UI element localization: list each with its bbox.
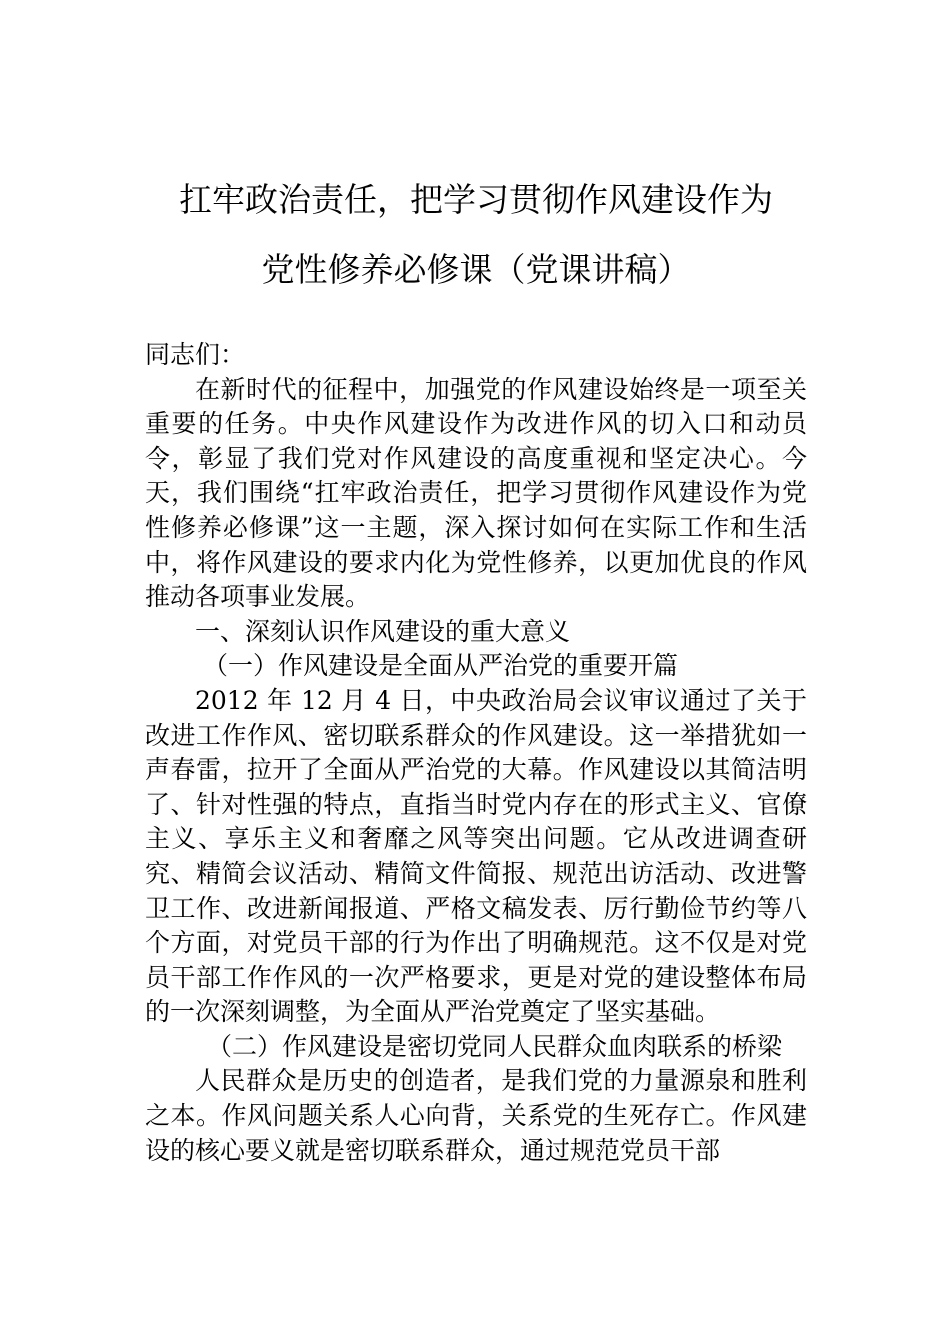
subsection-heading-1: （一）作风建设是全面从严治党的重要开篇 (203, 651, 679, 681)
section-heading-1: 一、深刻认识作风建设的重大意义 (195, 616, 571, 646)
subsection-heading-2: （二）作风建设是密切党同人民群众血肉联系的桥梁 (207, 1031, 783, 1061)
paragraph-section-1-1: 2012 年 12 月 4 日，中央政治局会议审议通过了关于改进工作作风、密切联系群众的作风建设。这一举措犹如一声春雷，拉开了全面从严治党的大幕。作风建设以其简洁明了、针对性强的特点，直指当时党内存在的形式主义、官僚主义、享乐主义和奢靡之风等突出问题。它从改进调查研究、精简会议活动、精简文件简报、规范出访活动、改进警卫工作、改进新闻报道、严格文稿发表、厉行勤俭节约等八个方面，对党员干部的行为作出了明确规范。这不仅是对党员干部工作作风的一次严格要求，更是对党的建设整体布局的一次深刻调整，为全面从严治党奠定了坚实基础。 (145, 685, 807, 1027)
salutation: 同志们： (145, 340, 246, 369)
document-title-line-2: 党性修养必修课（党课讲稿） (261, 250, 691, 289)
paragraph-intro: 在新时代的征程中，加强党的作风建设始终是一项至关重要的任务。中央作风建设作为改进作风的切入口和动员令，彰显了我们党对作风建设的高度重视和坚定决心。今天，我们围绕“扛牢政治责任，把学习贯彻作风建设作为党性修养必修课”这一主题，深入探讨如何在实际工作和生活中，将作风建设的要求内化为党性修养，以更加优良的作风推动各项事业发展。 (145, 374, 807, 612)
paragraph-section-1-2: 人民群众是历史的创造者，是我们党的力量源泉和胜利之本。作风问题关系人心向背，关系党的生死存亡。作风建设的核心要义就是密切联系群众，通过规范党员干部 (145, 1066, 807, 1165)
document-title-line-1: 扛牢政治责任，把学习贯彻作风建设作为 (179, 180, 773, 219)
document-body (145, 338, 807, 1168)
